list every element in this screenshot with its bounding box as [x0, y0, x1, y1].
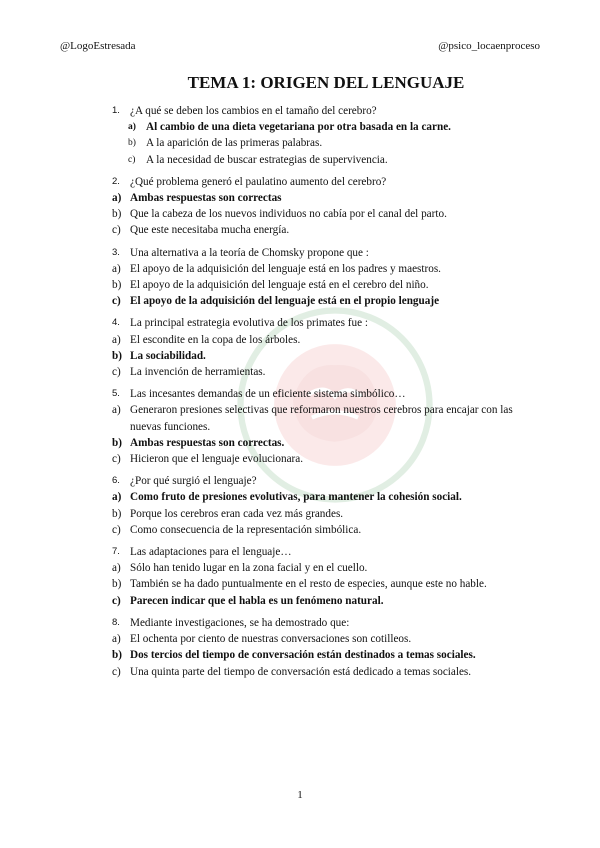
- option-letter: a): [112, 562, 121, 575]
- question-label: Las incesantes demandas de un eficiente sistema simbólico…: [130, 388, 406, 401]
- option-letter: b): [128, 138, 136, 149]
- option-text: Hicieron que el lenguaje evolucionara.: [130, 453, 304, 466]
- option-text: También se ha dado puntualmente en el resto de especies, aunque este no hable.: [130, 578, 487, 591]
- answer-option: [112, 348, 514, 364]
- answer-option: [112, 522, 514, 538]
- option-letter: c): [112, 366, 121, 379]
- question-number: 6.: [112, 475, 120, 487]
- question-label: Las adaptaciones para el lenguaje…: [130, 546, 292, 559]
- answer-option: [112, 152, 514, 168]
- question-text: [112, 544, 514, 560]
- option-letter: b): [112, 279, 122, 292]
- option-text: El apoyo de la adquisición del lenguaje está en el propio lenguaje: [130, 295, 440, 308]
- page-number: 1: [297, 789, 303, 801]
- question-label: Una alternativa a la teoría de Chomsky propone que :: [130, 246, 369, 259]
- option-letter: c): [128, 154, 136, 165]
- option-letter: c): [112, 295, 121, 308]
- question-6: [112, 473, 514, 538]
- questions-list: [112, 103, 514, 686]
- answer-option: [112, 206, 514, 222]
- option-letter: a): [112, 333, 121, 346]
- question-label: ¿Qué problema generó el paulatino aumento del cerebro?: [130, 175, 387, 188]
- answer-option: [112, 222, 514, 238]
- answer-option: [112, 664, 514, 680]
- page-title: TEMA 1: ORIGEN DEL LENGUAJE: [187, 73, 465, 92]
- page-header: [60, 40, 540, 52]
- option-letter: c): [112, 665, 121, 678]
- option-text: La sociabilidad.: [130, 349, 206, 362]
- option-text: Ambas respuestas son correctas.: [130, 436, 285, 449]
- option-text: Al cambio de una dieta vegetariana por otra basada en la carne.: [146, 121, 451, 134]
- option-text: Como consecuencia de la representación simbólica.: [130, 523, 362, 536]
- option-text: El escondite en la copa de los árboles.: [130, 333, 301, 346]
- question-text: [112, 315, 514, 331]
- option-letter: b): [112, 208, 122, 221]
- option-letter: a): [112, 491, 122, 504]
- question-text: [112, 615, 514, 631]
- option-letter: a): [112, 262, 121, 275]
- option-text: Una quinta parte del tiempo de conversación está dedicado a temas sociales.: [130, 665, 472, 678]
- option-text: Que este necesitaba mucha energía.: [130, 224, 290, 237]
- answer-option: [112, 506, 514, 522]
- option-letter: a): [112, 633, 121, 646]
- answer-option: [112, 402, 514, 434]
- answer-option: [112, 364, 514, 380]
- question-label: La principal estrategia evolutiva de los primates fue :: [130, 317, 368, 330]
- option-text: El apoyo de la adquisición del lenguaje está en el cerebro del niño.: [130, 279, 429, 292]
- option-letter: a): [112, 404, 121, 417]
- answer-option: [112, 647, 514, 663]
- question-2: [112, 174, 514, 239]
- header-left: @LogoEstresada: [60, 40, 136, 52]
- option-letter: a): [128, 122, 136, 133]
- option-letter: b): [112, 349, 122, 362]
- option-text: Dos tercios del tiempo de conversación están destinados a temas sociales.: [130, 649, 476, 662]
- option-letter: b): [112, 578, 122, 591]
- question-label: Mediante investigaciones, se ha demostrado que:: [130, 616, 350, 629]
- option-text: Como fruto de presiones evolutivas, para mantener la cohesión social.: [130, 491, 462, 504]
- option-letter: c): [112, 594, 121, 607]
- answer-option: [112, 332, 514, 348]
- option-letter: c): [112, 224, 121, 237]
- header-right: @psico_locaenproceso: [438, 40, 540, 52]
- answer-option: [112, 435, 514, 451]
- answer-option: [112, 277, 514, 293]
- answer-option: [112, 293, 514, 309]
- question-number: 8.: [112, 616, 120, 628]
- option-letter: c): [112, 453, 121, 466]
- question-number: 4.: [112, 317, 120, 329]
- option-letter: c): [112, 523, 121, 536]
- answer-option: [112, 593, 514, 609]
- question-text: [112, 386, 514, 402]
- option-letter: b): [112, 507, 122, 520]
- question-5: [112, 386, 514, 467]
- question-text: [112, 174, 514, 190]
- question-4: [112, 315, 514, 380]
- question-number: 5.: [112, 388, 120, 400]
- question-text: [112, 103, 514, 119]
- answer-option: [112, 631, 514, 647]
- option-text: Generaron presiones selectivas que reformaron nuestros cerebros para encajar con las nuevas funciones.: [130, 404, 513, 433]
- question-text: [112, 245, 514, 261]
- option-text: A la necesidad de buscar estrategias de supervivencia.: [146, 153, 388, 166]
- option-text: La invención de herramientas.: [130, 366, 266, 379]
- answer-option: [112, 190, 514, 206]
- option-letter: a): [112, 192, 122, 205]
- answer-option: [112, 560, 514, 576]
- answer-option: [112, 576, 514, 592]
- answer-option: [112, 119, 514, 135]
- question-3: [112, 245, 514, 310]
- option-letter: b): [112, 649, 122, 662]
- question-label: ¿Por qué surgió el lenguaje?: [130, 475, 257, 488]
- answer-option: [112, 451, 514, 467]
- question-1: [112, 103, 514, 168]
- question-7: [112, 544, 514, 609]
- question-8: [112, 615, 514, 680]
- question-number: 3.: [112, 246, 120, 258]
- answer-option: [112, 261, 514, 277]
- option-text: A la aparición de las primeras palabras.: [146, 137, 323, 150]
- question-label: ¿A qué se deben los cambios en el tamaño del cerebro?: [130, 105, 377, 117]
- option-letter: b): [112, 436, 122, 449]
- option-text: Que la cabeza de los nuevos individuos no cabía por el canal del parto.: [130, 208, 447, 221]
- answer-option: [112, 489, 514, 505]
- answer-option: [112, 135, 514, 151]
- option-text: El apoyo de la adquisición del lenguaje está en los padres y maestros.: [130, 262, 441, 275]
- question-number: 2.: [112, 175, 120, 187]
- question-text: [112, 473, 514, 489]
- option-text: Parecen indicar que el habla es un fenómeno natural.: [130, 594, 384, 607]
- option-text: El ochenta por ciento de nuestras conversaciones son cotilleos.: [130, 633, 412, 646]
- question-number: 1.: [112, 105, 120, 116]
- option-text: Ambas respuestas son correctas: [130, 192, 282, 205]
- option-text: Sólo han tenido lugar en la zona facial y en el cuello.: [130, 562, 368, 575]
- question-number: 7.: [112, 546, 120, 558]
- option-text: Porque los cerebros eran cada vez más grandes.: [130, 507, 344, 520]
